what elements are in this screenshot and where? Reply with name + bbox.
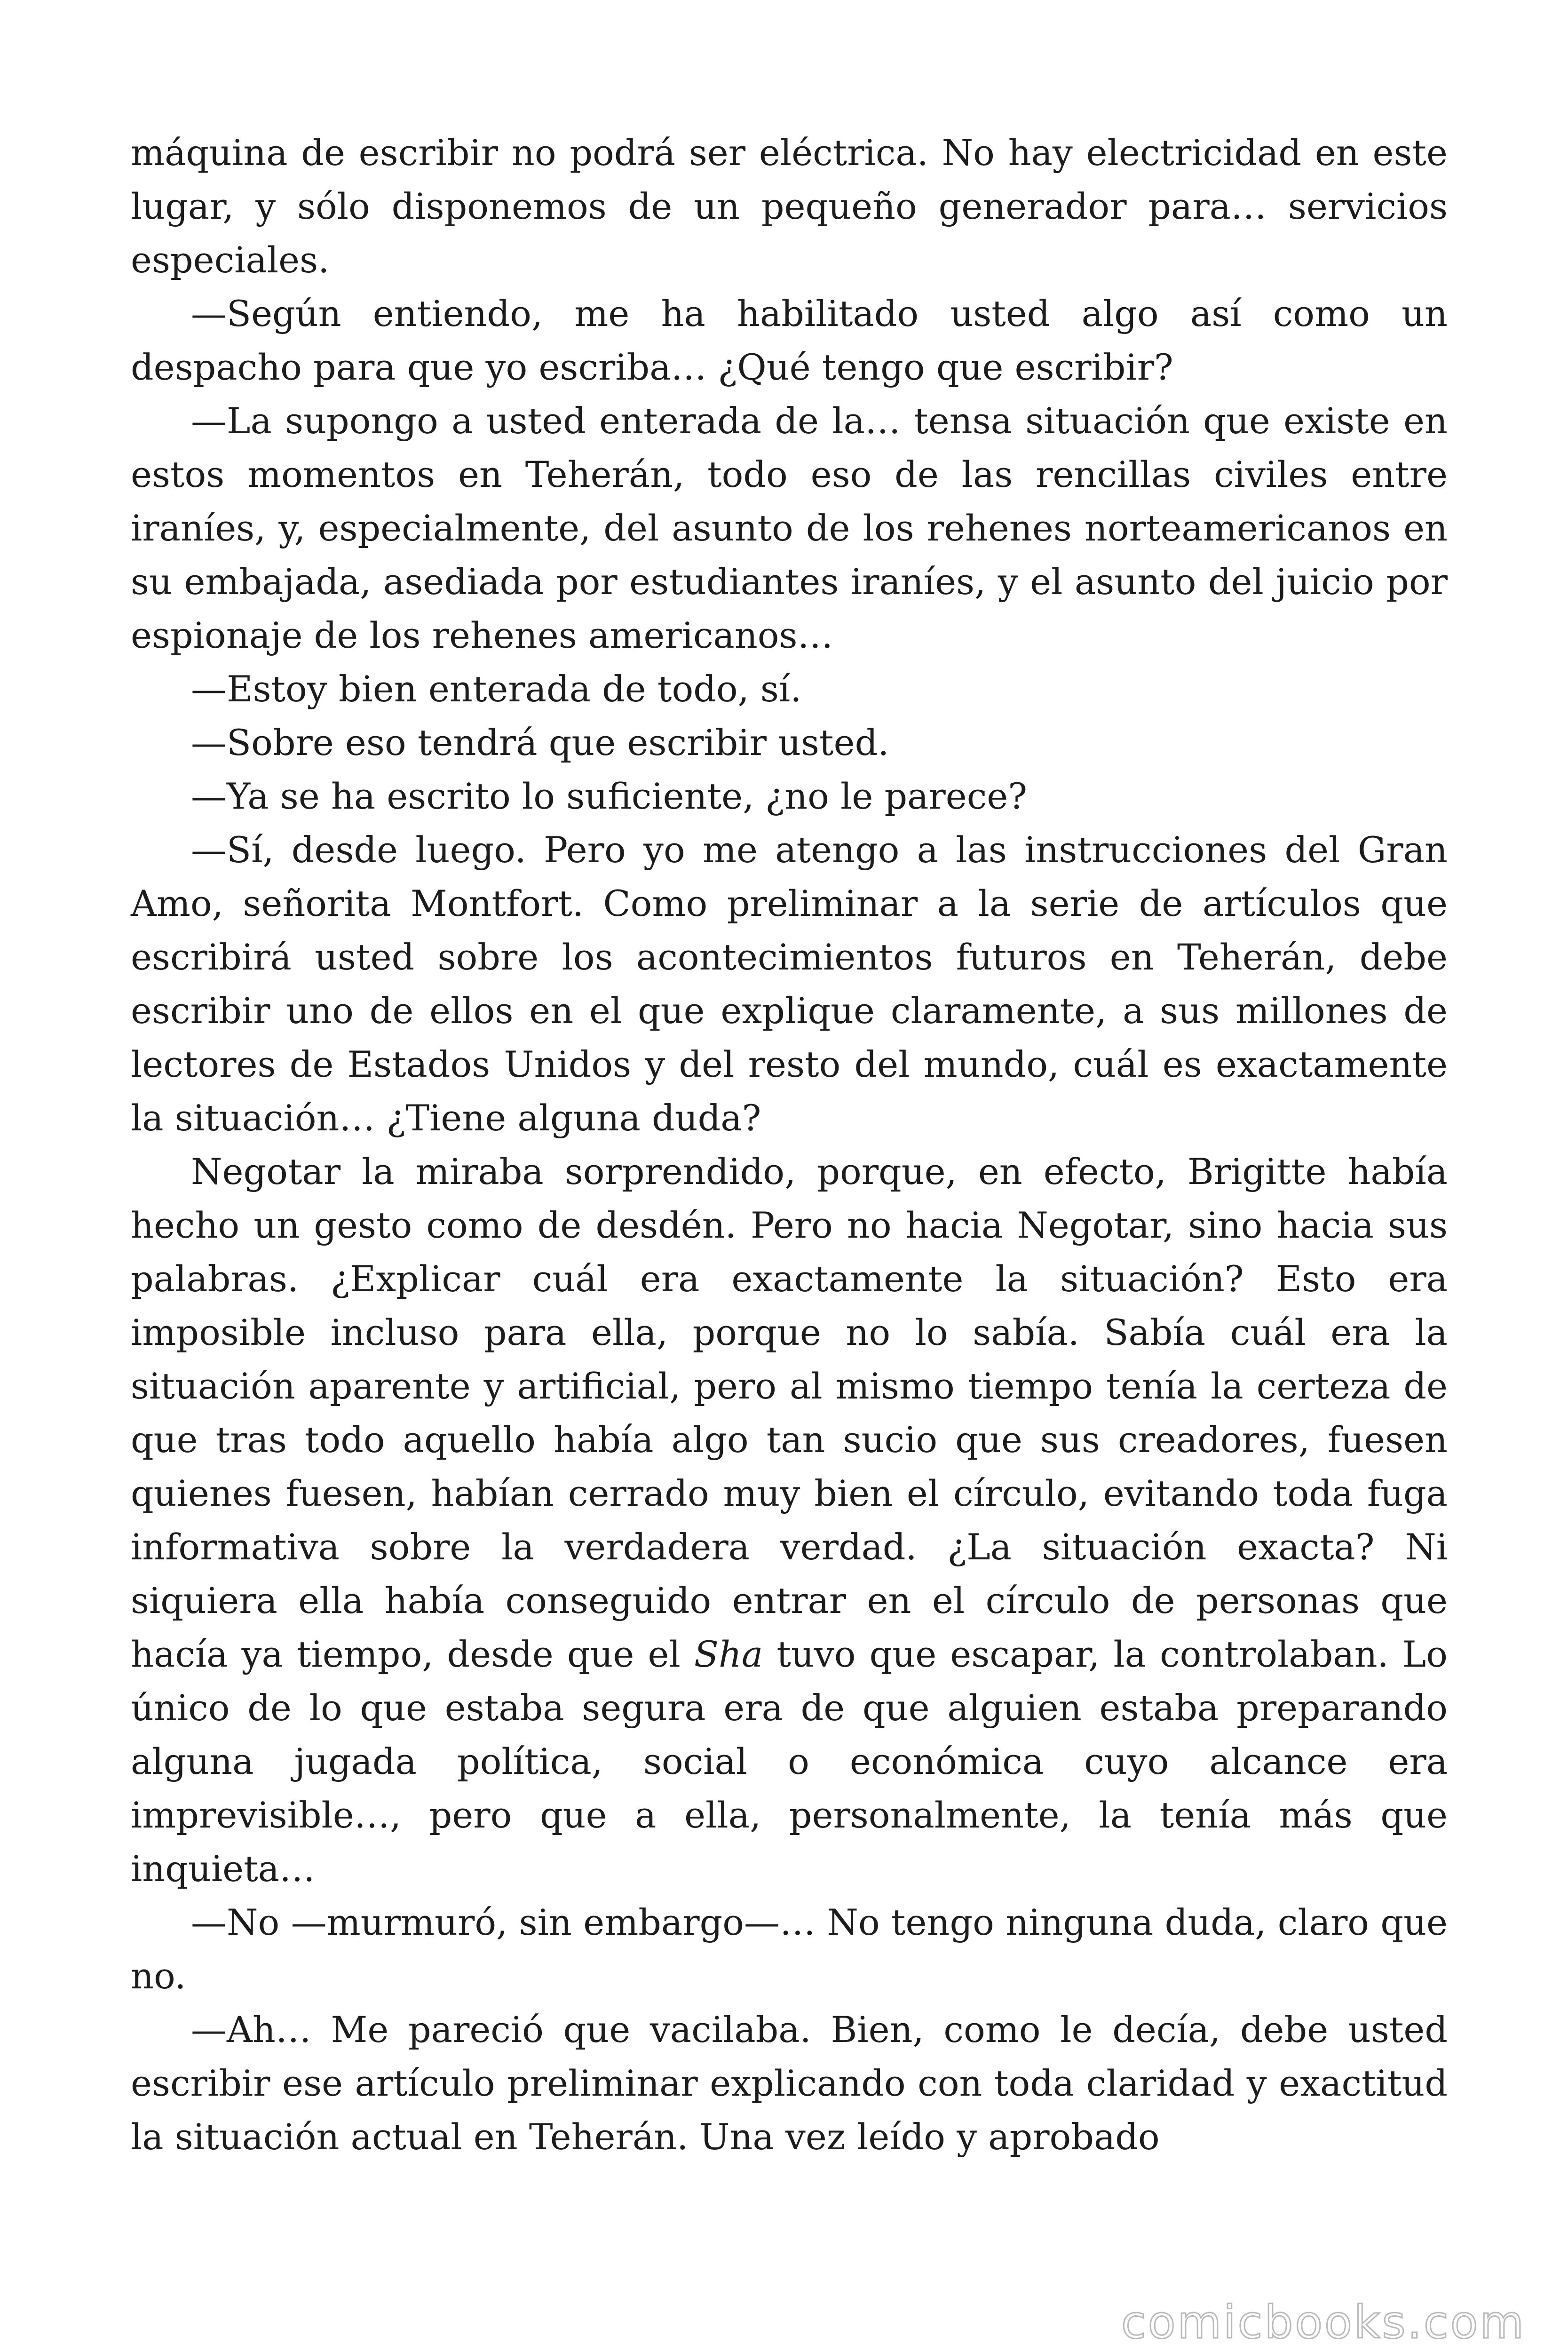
- paragraph-10: —Ah… Me pareció que vacilaba. Bien, como le decía, debe usted escribir ese artículo preliminar explicando con toda claridad y exactitud la situación actual en Teherán. Una vez leído y aprobado: [131, 2009, 1448, 2158]
- paragraph-4: —Estoy bien enterada de todo, sí.: [191, 668, 802, 710]
- paragraph-5: —Sobre eso tendrá que escribir usted.: [191, 722, 889, 763]
- paragraph-6: —Ya se ha escrito lo suficiente, ¿no le parece?: [191, 775, 1028, 817]
- paragraph-8: [131, 1145, 1448, 1896]
- book-page-body: [131, 126, 1448, 2164]
- paragraph-8-italic-word: Sha: [694, 1633, 763, 1675]
- paragraph-3: —La supongo a usted enterada de la… tensa situación que existe en estos momentos en Teherán, todo eso de las rencillas civiles entre iraníes, y, especialmente, del asunto de los rehenes norteamericanos en su embajada, asediada por estudiantes iraníes, y el asunto del juicio por espionaje de los rehenes americanos…: [131, 400, 1448, 656]
- paragraph-7: —Sí, desde luego. Pero yo me atengo a las instrucciones del Gran Amo, señorita Montfort. Como preliminar a la serie de artículos que escribirá usted sobre los acontecimientos futuros en Teherán, debe escribir uno de ellos en el que explique claramente, a sus millones de lectores de Estados Unidos y del resto del mundo, cuál es exactamente la situación… ¿Tiene alguna duda?: [131, 829, 1448, 1139]
- watermark: comicbooks.com: [1121, 2296, 1526, 2349]
- paragraph-1: máquina de escribir no podrá ser eléctrica. No hay electricidad en este lugar, y sólo disponemos de un pequeño generador para… servicios especiales.: [131, 132, 1448, 281]
- paragraph-9: —No —murmuró, sin embargo—… No tengo ninguna duda, claro que no.: [131, 1901, 1448, 1997]
- paragraph-8-text-after: tuvo que escapar, la controlaban. Lo único de lo que estaba segura era de que alguien estaba preparando alguna jugada política, social o económica cuyo alcance era imprevisible…, pero que a ella, personalmente, la tenía más que inquieta…: [131, 1633, 1448, 1890]
- paragraph-2: —Según entiendo, me ha habilitado usted algo así como un despacho para que yo escriba… ¿Qué tengo que escribir?: [131, 293, 1448, 388]
- paragraph-8-text-before: Negotar la miraba sorprendido, porque, en efecto, Brigitte había hecho un gesto como de desdén. Pero no hacia Negotar, sino hacia sus palabras. ¿Explicar cuál era exactamente la situación? Esto era imposible incluso para ella, porque no lo sabía. Sabía cuál era la situación aparente y artificial, pero al mismo tiempo tenía la certeza de que tras todo aquello había algo tan sucio que sus creadores, fuesen quienes fuesen, habían cerrado muy bien el círculo, evitando toda fuga informativa sobre la verdadera verdad. ¿La situación exacta? Ni siquiera ella había conseguido entrar en el círculo de personas que hacía ya tiempo, desde que el: [131, 1151, 1448, 1675]
